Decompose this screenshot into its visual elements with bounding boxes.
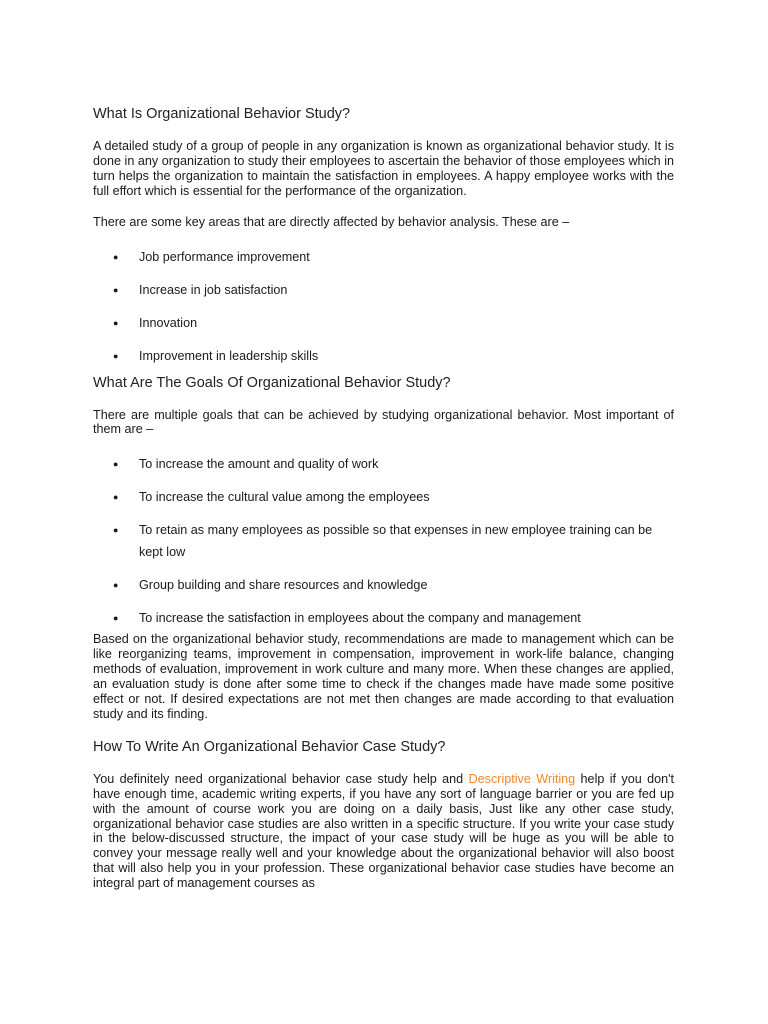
key-areas-list [93, 246, 674, 367]
document-page [93, 105, 674, 891]
list-item [93, 486, 674, 508]
list-item [93, 312, 674, 334]
goals-list [93, 453, 674, 629]
paragraph-key-areas-intro: There are some key areas that are directly affected by behavior analysis. These are – [93, 214, 570, 229]
bullet-icon: ● [113, 580, 119, 591]
list-item-text: To increase the cultural value among the employees [139, 490, 430, 505]
paragraph-definition: A detailed study of a group of people in any organization is known as organizational behavior study. It is done in any organization to study their employees to ascertain the behavior of those employees which in turn helps the organization to maintain the satisfaction in employees. A happy employee works with the full effort which is essential for the performance of the organization. [93, 139, 674, 198]
list-item [93, 607, 674, 629]
section-heading-goals: What Are The Goals Of Organizational Behavior Study? [93, 374, 451, 391]
section-heading-what-is: What Is Organizational Behavior Study? [93, 106, 351, 122]
paragraph-text-after-link: help if you don't have enough time, academic writing experts, if you have any sort of language barrier or you are fed up with the amount of course work you are doing on a daily basis, Just like any other case study, organizational behavior case studies are also written in a specific structure. If you write your case study in the below-discussed structure, the impact of your case study will be huge as you will be able to convey your message really well and your knowledge about the organizational behavior will also boost that will also help you in your profession. These organizational behavior case studies have become an integral part of management courses as [93, 771, 674, 891]
list-item-text: Increase in job satisfaction [139, 282, 288, 297]
list-item-text: Improvement in leadership skills [139, 348, 319, 363]
list-item [93, 279, 674, 301]
paragraph-recommendations: Based on the organizational behavior study, recommendations are made to management which can be like reorganizing teams, improvement in compensation, improvement in work-life balance, changing methods of evaluation, improvement in work culture and many more. When these changes are applied, an evaluation study is done after some time to check if the changes made have made some positive effect or not. If desired expectations are not met then changes are made according to that evaluation study and its finding. [93, 632, 674, 721]
paragraph-case-study-help [93, 772, 674, 891]
bullet-icon: ● [113, 492, 119, 503]
bullet-icon: ● [113, 613, 119, 624]
list-item [93, 574, 674, 596]
list-item [93, 345, 674, 367]
list-item-text: Job performance improvement [139, 249, 310, 264]
paragraph-goals-intro: There are multiple goals that can be achieved by studying organizational behavior. Most important of them are – [93, 407, 674, 437]
bullet-icon: ● [113, 317, 119, 328]
bullet-icon: ● [113, 525, 119, 536]
list-item-text: To retain as many employees as possible so that expenses in new employee training can be kept low [139, 523, 653, 560]
list-item [93, 246, 674, 268]
bullet-icon: ● [113, 350, 119, 361]
paragraph-text-before-link: You definitely need organizational behavior case study help and [93, 771, 469, 786]
bullet-icon: ● [113, 459, 119, 470]
list-item-text: Innovation [139, 315, 198, 330]
list-item-text: To increase the satisfaction in employees about the company and management [139, 611, 581, 626]
bullet-icon: ● [113, 251, 119, 262]
list-item [93, 453, 674, 475]
bullet-icon: ● [113, 284, 119, 295]
list-item-text: Group building and share resources and knowledge [139, 578, 428, 593]
section-heading-how-to-write: How To Write An Organizational Behavior Case Study? [93, 738, 446, 755]
list-item [93, 519, 674, 563]
descriptive-writing-link[interactable]: Descriptive Writing [468, 771, 576, 786]
list-item-text: To increase the amount and quality of work [139, 457, 379, 472]
